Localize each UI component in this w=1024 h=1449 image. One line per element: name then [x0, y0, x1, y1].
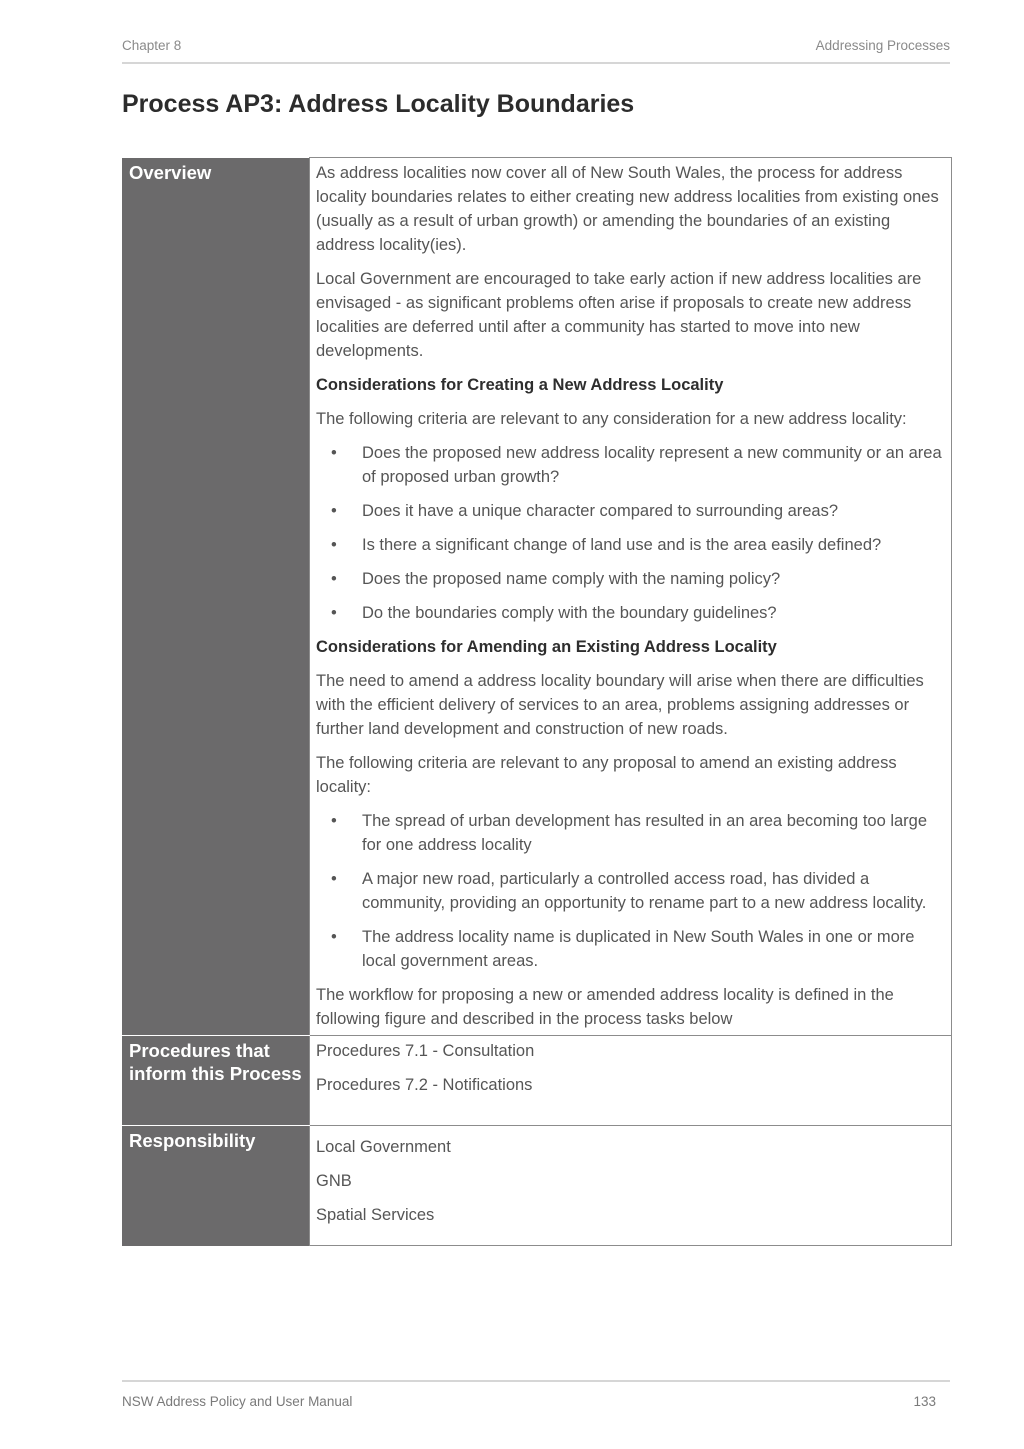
procedures-content [310, 1036, 952, 1126]
list-item: • Do the boundaries comply with the boundary guidelines? [362, 601, 944, 625]
criteria-list-new [316, 441, 944, 625]
overview-paragraph: The following criteria are relevant to any proposal to amend an existing address locality: [316, 754, 897, 796]
responsible-party: Spatial Services [316, 1206, 435, 1224]
list-item: • Does the proposed new address locality represent a new community or an area of proposed urban growth? [362, 441, 944, 489]
page-number: 133 [913, 1394, 936, 1409]
list-item: • A major new road, particularly a controlled access road, has divided a community, providing an opportunity to rename part to a new address locality. [362, 867, 944, 915]
procedure-item: Procedures 7.1 - Consultation [316, 1042, 535, 1060]
responsibility-label: Responsibility [122, 1126, 310, 1246]
overview-paragraph: The workflow for proposing a new or amended address locality is defined in the following figure and described in the process tasks below [316, 986, 894, 1028]
list-item: • Is there a significant change of land use and is the area easily defined? [362, 533, 944, 557]
list-item: • The spread of urban development has resulted in an area becoming too large for one address locality [362, 809, 944, 857]
overview-paragraph: The following criteria are relevant to any consideration for a new address locality: [316, 410, 907, 428]
responsibility-content [310, 1126, 952, 1246]
procedures-label: Procedures that inform this Process [122, 1036, 310, 1126]
subheading-amending: Considerations for Amending an Existing Address Locality [316, 638, 777, 656]
procedure-item: Procedures 7.2 - Notifications [316, 1076, 533, 1094]
procedures-row [122, 1036, 952, 1126]
process-table [122, 157, 952, 1246]
overview-paragraph: The need to amend a address locality boundary will arise when there are difficulties with the efficient delivery of services to an area, problems assigning addresses or further land development and construction of new roads. [316, 672, 924, 738]
chapter-label: Chapter 8 [122, 38, 182, 53]
responsible-party: GNB [316, 1172, 352, 1190]
overview-label: Overview [122, 158, 310, 1036]
manual-title: NSW Address Policy and User Manual [122, 1394, 353, 1409]
list-item: • Does it have a unique character compared to surrounding areas? [362, 499, 944, 523]
criteria-list-amend [316, 809, 944, 973]
subheading-creating: Considerations for Creating a New Address Locality [316, 376, 724, 394]
section-label: Addressing Processes [815, 38, 950, 53]
overview-paragraph: Local Government are encouraged to take early action if new address localities are envisaged - as significant problems often arise if proposals to create new address localities are deferred until after a community has started to move into new developments. [316, 270, 922, 360]
list-item: • The address locality name is duplicated in New South Wales in one or more local government areas. [362, 925, 944, 973]
page-footer [122, 1380, 950, 1412]
responsibility-row [122, 1126, 952, 1246]
page-title: Process AP3: Address Locality Boundaries [122, 90, 635, 118]
overview-row [122, 158, 952, 1036]
list-item: • Does the proposed name comply with the naming policy? [362, 567, 944, 591]
overview-content [310, 158, 952, 1036]
page-header [122, 36, 950, 64]
responsible-party: Local Government [316, 1138, 451, 1156]
overview-paragraph: As address localities now cover all of New South Wales, the process for address locality boundaries relates to either creating new address localities from existing ones (usually as a result of urban growth) or amending the boundaries of an existing address locality(ies). [316, 164, 939, 254]
